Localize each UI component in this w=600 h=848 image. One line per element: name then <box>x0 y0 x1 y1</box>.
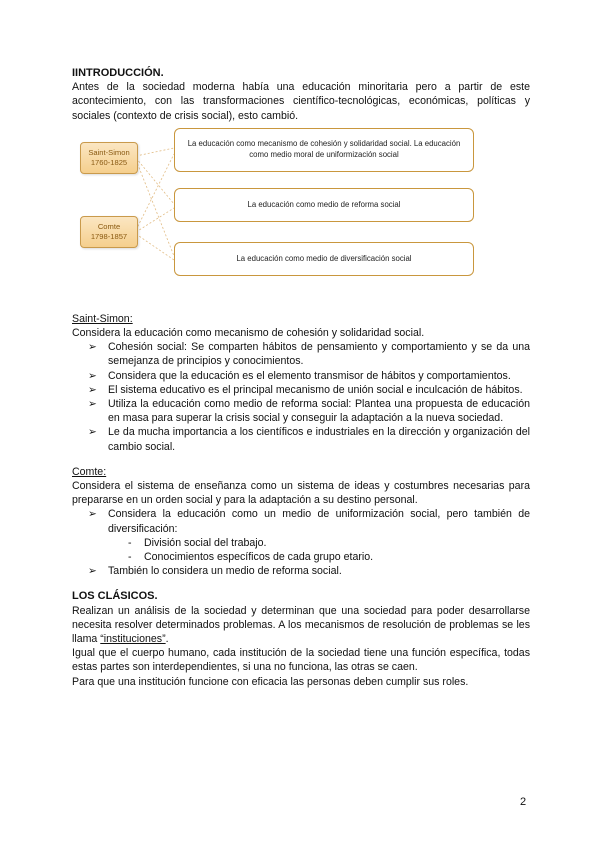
connector-line <box>136 234 174 260</box>
arrow-bullet-icon: ➢ <box>88 508 97 521</box>
list-item: ➢ Le da mucha importancia a los científicos e industriales en la dirección y organización del cambio social. <box>88 426 530 453</box>
saint-simon-intro: Considera la educación como mecanismo de cohesión y solidaridad social. <box>72 327 425 340</box>
comte-sublist <box>72 536 530 564</box>
author-box-comte <box>80 216 138 248</box>
intro-paragraph: Antes de la sociedad moderna había una educación minoritaria pero a partir de este acontecimiento, con las transformaciones científico-tecnológicas, económicas, políticas y sociales (contexto de crisis social), esto cambió. <box>72 81 530 122</box>
dash-bullet-icon: - <box>128 536 132 549</box>
saint-simon-list <box>72 340 530 454</box>
connector-line <box>136 160 174 256</box>
connector-line <box>136 208 174 232</box>
author-years: 1760-1825 <box>90 157 128 167</box>
comte-list <box>72 507 530 535</box>
author-name: Comte <box>97 221 121 231</box>
comte-title: Comte: <box>72 465 107 478</box>
arrow-bullet-icon: ➢ <box>88 369 97 382</box>
list-item: ➢ Considera la educación como un medio de uniformización social, pero también de diversificación: <box>88 508 530 535</box>
clasicos-paragraph-1: Realizan un análisis de la sociedad y determinan que una sociedad para poder desarrollarse necesita resolver determinados problemas. A los mecanismos de resolución de problemas se les llama “instituciones”. <box>72 604 530 646</box>
intro-heading: IINTRODUCCIÓN. <box>72 67 164 79</box>
comte-list-2 <box>72 564 530 578</box>
list-item: ➢ Considera que la educación es el elemento transmisor de hábitos y comportamientos. <box>88 369 511 382</box>
author-box-saint-simon <box>80 142 138 174</box>
document-page <box>72 66 530 689</box>
arrow-bullet-icon: ➢ <box>88 398 97 411</box>
arrow-bullet-icon: ➢ <box>88 426 97 439</box>
concept-diagram <box>72 128 530 308</box>
list-item: ➢ También lo considera un medio de reforma social. <box>88 565 342 578</box>
instituciones-term: “instituciones” <box>100 633 166 646</box>
list-item: ➢ Utiliza la educación como medio de reforma social: Plantea una propuesta de educación en masa para superar la crisis social y conseguir la adaptación a la nueva sociedad. <box>88 398 530 425</box>
clasicos-paragraph-2: Igual que el cuerpo humano, cada institución de la sociedad tiene una función específica, todas estas partes son interdependientes, si una no funciona, las otras se caen. <box>72 647 530 674</box>
connector-line <box>136 148 174 156</box>
page-number: 2 <box>520 796 527 808</box>
comte-intro: Considera el sistema de enseñanza como un sistema de ideas y costumbres necesarias para prepararse en un orden social y para la adaptación a su destino personal. <box>72 480 530 507</box>
arrow-bullet-icon: ➢ <box>88 565 97 578</box>
sub-list-item: - Conocimientos específicos de cada grupo etario. <box>128 551 374 564</box>
arrow-bullet-icon: ➢ <box>88 341 97 354</box>
clasicos-heading: LOS CLÁSICOS. <box>72 590 158 603</box>
author-years: 1798-1857 <box>90 231 128 241</box>
sub-list-item: - División social del trabajo. <box>128 536 267 549</box>
list-item: ➢ El sistema educativo es el principal mecanismo de unión social e inculcación de hábitos. <box>88 383 523 396</box>
concept-box-diversificacion: La educación como medio de diversificación social <box>174 242 474 276</box>
arrow-bullet-icon: ➢ <box>88 383 97 396</box>
author-name: Saint-Simon <box>88 147 130 157</box>
list-item: ➢ Cohesión social: Se comparten hábitos de pensamiento y comportamiento y se da una semejanza de principios y conocimientos. <box>88 341 530 368</box>
dash-bullet-icon: - <box>128 551 132 564</box>
saint-simon-title: Saint-Simon: <box>72 312 133 325</box>
clasicos-paragraph-3: Para que una institución funcione con eficacia las personas deben cumplir sus roles. <box>72 675 469 688</box>
concept-box-reforma: La educación como medio de reforma social <box>174 188 474 222</box>
concept-box-cohesion: La educación como mecanismo de cohesión y solidaridad social. La educación como medio moral de uniformización social <box>174 128 474 172</box>
